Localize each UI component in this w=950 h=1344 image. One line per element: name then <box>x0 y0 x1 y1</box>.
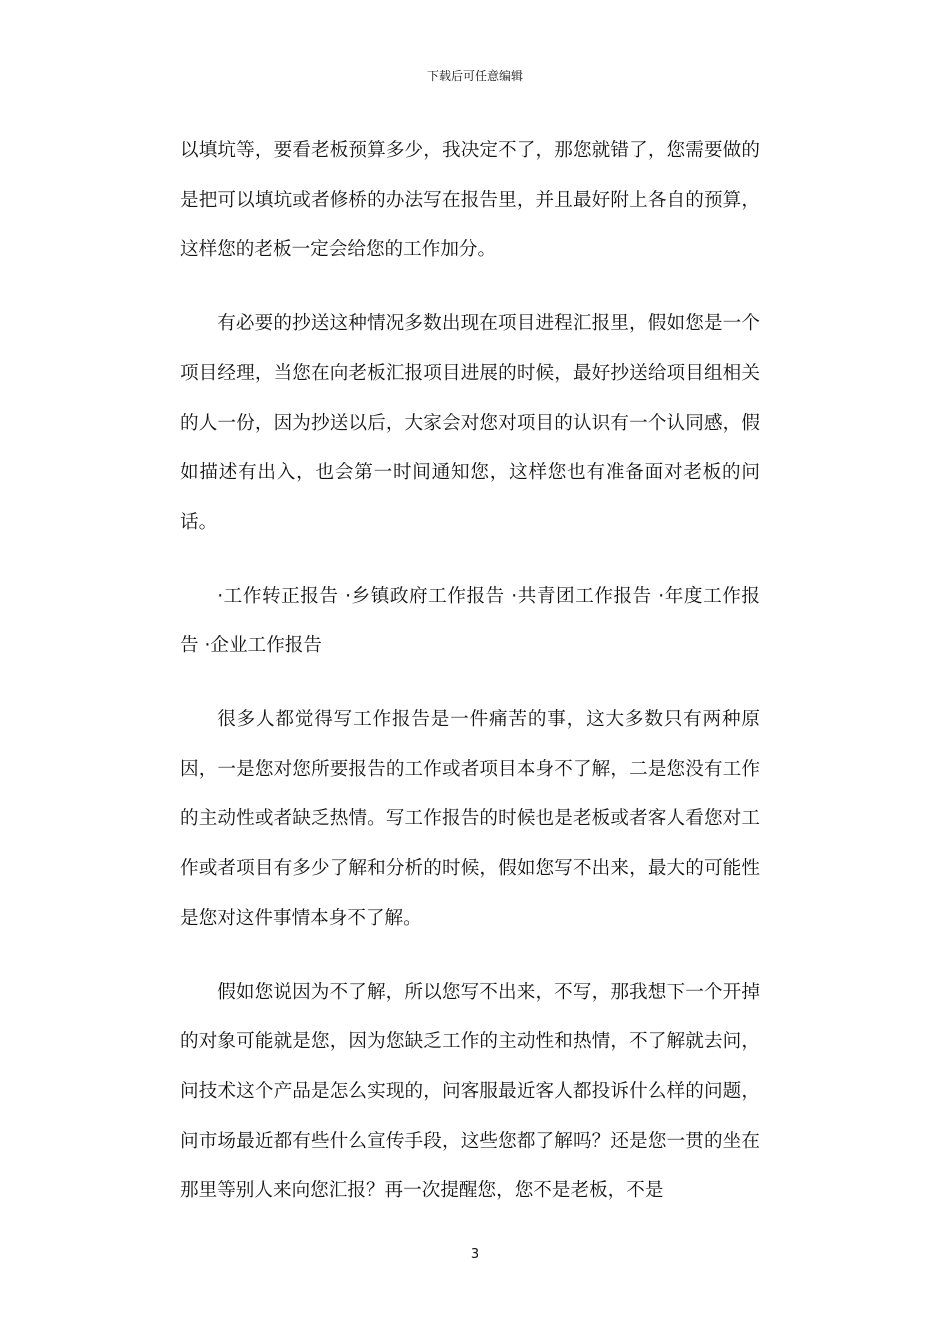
paragraph-spacer <box>180 548 760 572</box>
paragraph-spacer <box>180 275 760 299</box>
document-body <box>180 126 760 1216</box>
page-header: 下载后可任意编辑 <box>426 69 523 83</box>
paragraph-budget-continuation: 以填坑等，要看老板预算多少，我决定不了，那您就错了，您需要做的是把可以填坑或者修桥的办法写在报告里，并且最好附上各自的预算，这样您的老板一定会给您的工作加分。 <box>180 140 760 261</box>
paragraph-spacer <box>180 944 760 968</box>
page-number: 3 <box>470 1247 480 1262</box>
paragraph-cc-recommendation: 有必要的抄送这种情况多数出现在项目进程汇报里，假如您是一个项目经理，当您在向老板汇报项目进展的时候，最好抄送给项目组相关的人一份，因为抄送以后，大家会对您对项目的认识有一个认同感，假如描述有出入，也会第一时间通知您，这样您也有准备面对老板的问话。 <box>180 313 760 533</box>
paragraph-why-reports-hard: 很多人都觉得写工作报告是一件痛苦的事，这大多数只有两种原因，一是您对您所要报告的工作或者项目本身不了解，二是您没有工作的主动性或者缺乏热情。写工作报告的时候也是老板或者客人看您对工作或者项目有多少了解和分析的时候，假如您写不出来，最大的可能性是您对这件事情本身不了解。 <box>180 709 760 929</box>
related-reports-links: ·工作转正报告 ·乡镇政府工作报告 ·共青团工作报告 ·年度工作报告 ·企业工作报告 <box>180 585 760 657</box>
paragraph-spacer <box>180 671 760 695</box>
paragraph-ask-questions: 假如您说因为不了解，所以您写不出来，不写，那我想下一个开掉的对象可能就是您，因为您缺乏工作的主动性和热情，不了解就去问，问技术这个产品是怎么实现的，问客服最近客人都投诉什么样的问题，问市场最近都有些什么宣传手段，这些您都了解吗？还是您一贯的坐在那里等别人来向您汇报？再一次提醒您，您不是老板，不是 <box>180 981 760 1202</box>
